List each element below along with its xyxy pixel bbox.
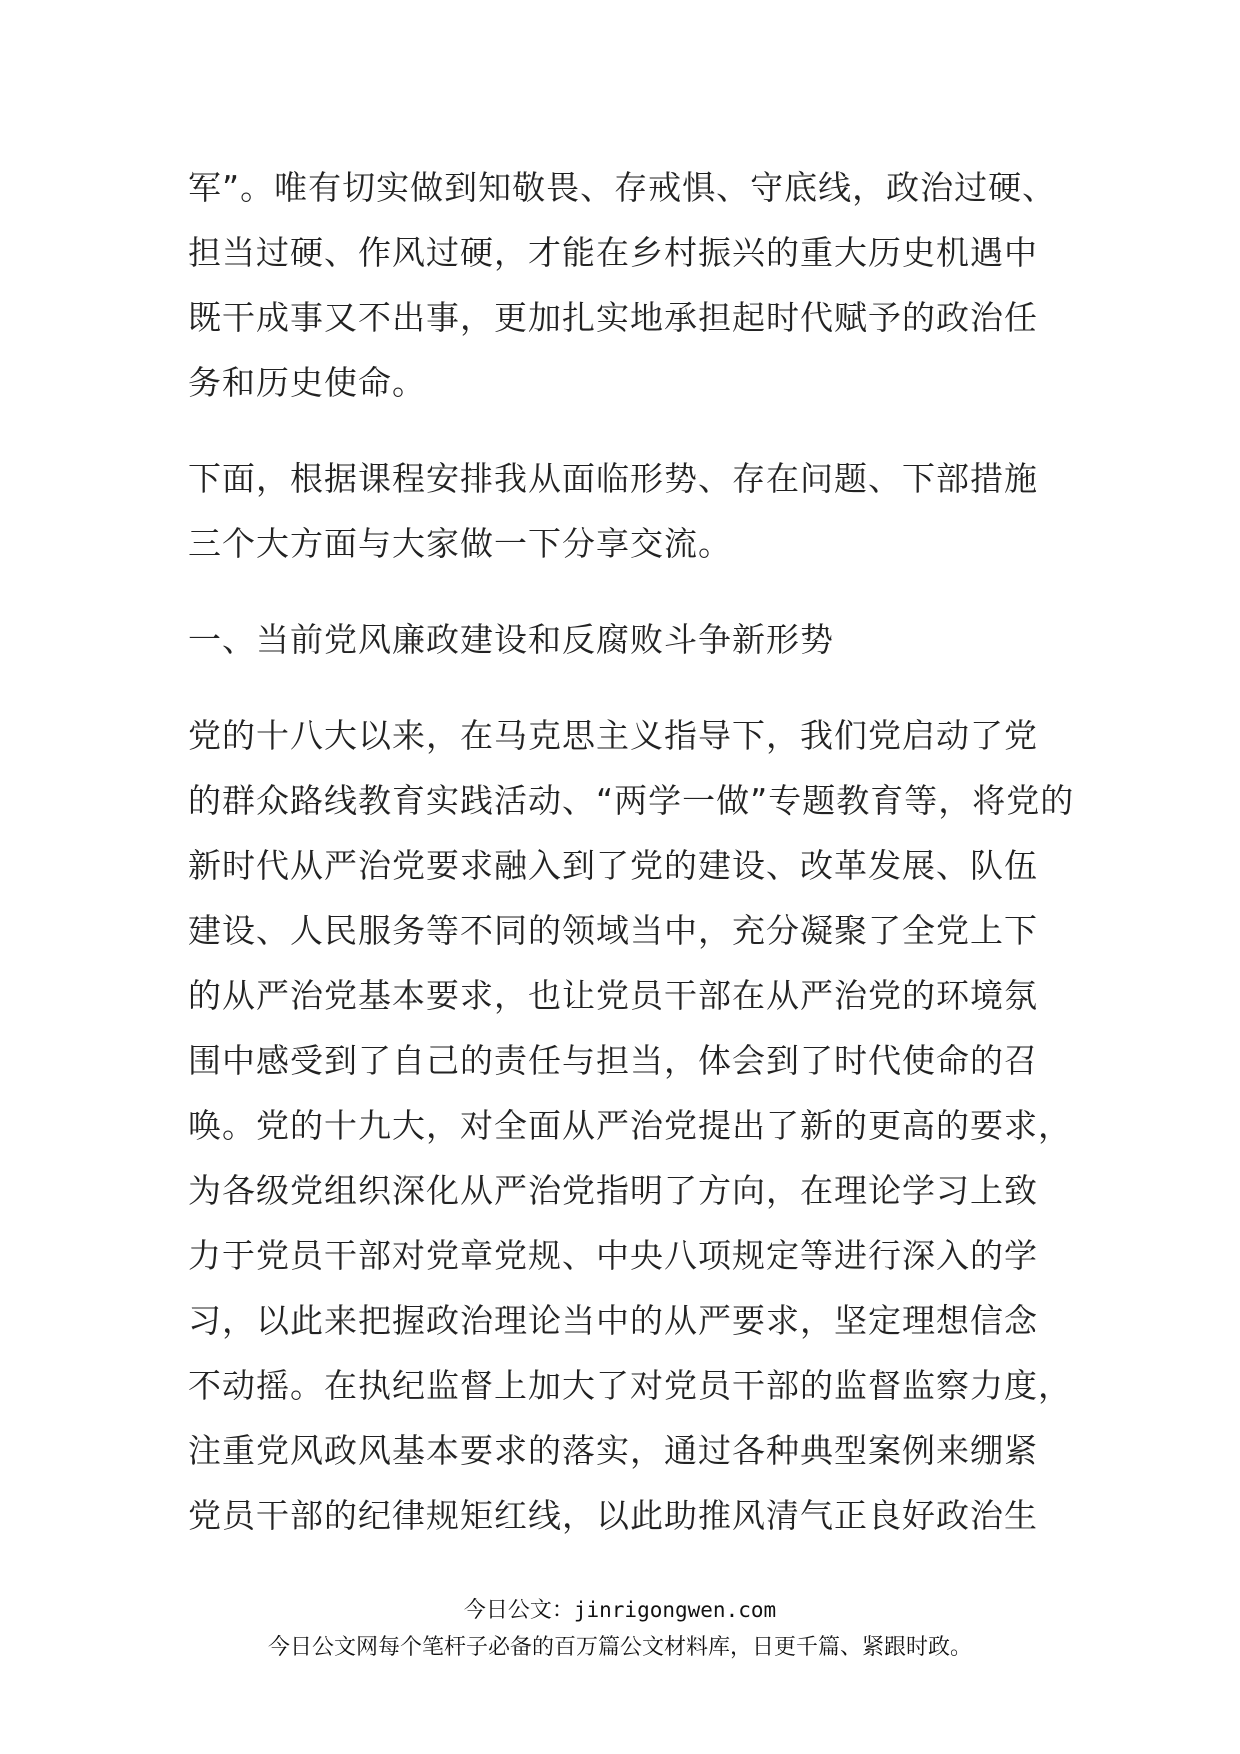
text-line: 力于党员干部对党章党规、中央八项规定等进行深入的学: [188, 1236, 1038, 1275]
paragraph-3: [188, 703, 1075, 1548]
text-line: 建设、人民服务等不同的领域当中，充分凝聚了全党上下: [188, 911, 1038, 950]
section-heading: [188, 607, 1068, 672]
text-line: 军”。唯有切实做到知敬畏、存戒惧、守底线，政治过硬、: [188, 168, 1057, 207]
text-line: 三个大方面与大家做一下分享交流。: [188, 524, 732, 563]
text-line: 为各级党组织深化从严治党指明了方向，在理论学习上致: [188, 1171, 1038, 1210]
paragraph-gap: [188, 415, 1068, 446]
text-line: 的群众路线教育实践活动、“两学一做”专题教育等，将党的: [188, 781, 1075, 820]
paragraph-gap: [188, 576, 1068, 607]
text-line: 既干成事又不出事，更加扎实地承担起时代赋予的政治任: [188, 298, 1038, 337]
text-line: 党员干部的纪律规矩红线，以此助推风清气正良好政治生: [188, 1496, 1038, 1535]
text-line: 务和历史使命。: [188, 363, 426, 402]
text-line: 习，以此来把握政治理论当中的从严要求，坚定理想信念: [188, 1301, 1038, 1340]
heading-text: 一、当前党风廉政建设和反腐败斗争新形势: [188, 620, 834, 659]
text-line: 担当过硬、作风过硬，才能在乡村振兴的重大历史机遇中: [188, 233, 1038, 272]
text-line: 下面，根据课程安排我从面临形势、存在问题、下部措施: [188, 459, 1038, 498]
footer-site-link[interactable]: jinrigongwen.com: [573, 1598, 777, 1622]
text-line: 围中感受到了自己的责任与担当，体会到了时代使命的召: [188, 1041, 1038, 1080]
footer-site-label: 今日公文：: [463, 1598, 574, 1623]
paragraph-1: [188, 155, 1068, 415]
paragraph-gap: [188, 672, 1068, 703]
footer-site: [0, 1593, 1240, 1624]
text-line: 不动摇。在执纪监督上加大了对党员干部的监督监察力度，: [188, 1366, 1072, 1405]
footer-slogan: 今日公文网每个笔杆子必备的百万篇公文材料库，日更千篇、紧跟时政。: [267, 1635, 972, 1660]
text-line: 新时代从严治党要求融入到了党的建设、改革发展、队伍: [188, 846, 1038, 885]
paragraph-2: [188, 446, 1068, 576]
document-body: [188, 155, 1075, 1548]
text-line: 党的十八大以来，在马克思主义指导下，我们党启动了党: [188, 716, 1038, 755]
text-line: 唤。党的十九大，对全面从严治党提出了新的更高的要求，: [188, 1106, 1072, 1145]
text-line: 的从严治党基本要求，也让党员干部在从严治党的环境氛: [188, 976, 1038, 1015]
text-line: 注重党风政风基本要求的落实，通过各种典型案例来绷紧: [188, 1431, 1038, 1470]
